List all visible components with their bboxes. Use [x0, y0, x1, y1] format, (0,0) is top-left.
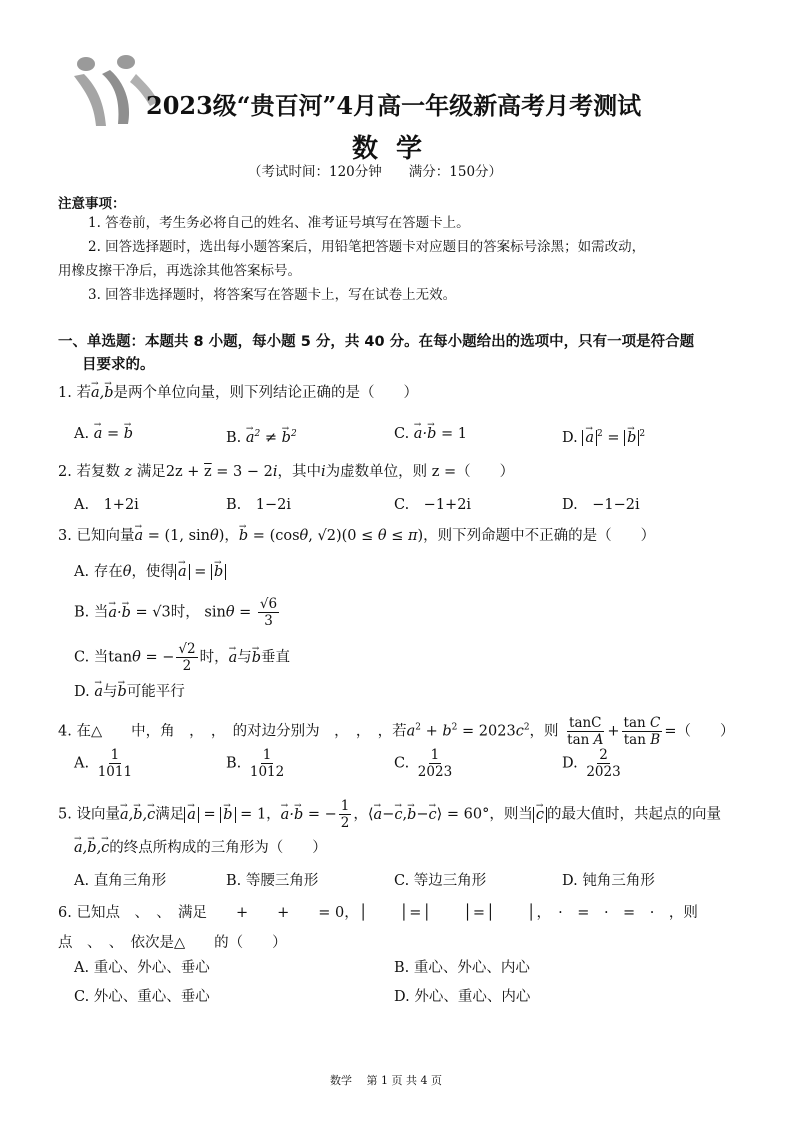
subject-title: 数学 [352, 134, 441, 164]
question-1-option-a: A. → a = → b [74, 425, 133, 443]
section-heading: 一、单选题：本题共 8 小题，每小题 5 分，共 40 分。在每小题给出的选项中，只有一项是符合题 [58, 334, 695, 350]
question-1-stem: 1. 若→ a,→ b是两个单位向量，则下列结论正确的是（ ） [58, 384, 418, 402]
page-footer: 数学 第 1 页 共 4 页 [330, 1074, 442, 1087]
question-3-stem: 3. 已知向量→ a = (1, sinθ)，→ b = (cosθ, √2)(0 ≤ θ ≤ π)，则下列命题中不正确的是（ ） [58, 527, 655, 545]
question-2-option-b: B. 1−2i [226, 497, 292, 513]
question-2-stem: 2. 若复数 z 满足$2z + \overline{z} = 3 - 2i$，其中i为虚数单位，则 z =（ ） [58, 464, 515, 480]
question-3-option-a: A. 存在θ，使得 → a = → b [74, 563, 226, 581]
exam-info: （考试时间：120分钟 满分：150分） [248, 164, 503, 180]
notice-item-3: 3. 回答非选择题时，将答案写在答题卡上，写在试卷上无效。 [88, 287, 457, 303]
question-6-option-b: B. 重心、外心、内心 [394, 960, 530, 976]
notice-item-2-cont: 用橡皮擦干净后，再选涂其他答案标号。 [58, 263, 301, 279]
question-5-option-b: B. 等腰三角形 [226, 873, 319, 889]
question-2-option-d: D. −1−2i [562, 497, 640, 513]
question-5-option-c: C. 等边三角形 [394, 873, 487, 889]
question-4-stem: 4. 在△ 中，角 ， ， 的对边分别为 ， ， ，若$a^2 + b^2 = 2023c^2$，则 $\frac{\tan C}{\text{tan A}}$ + $\frac{\text{tan C}}{\text{tan B}}$ =（ ） [58, 715, 735, 748]
question-2-option-a: A. 1+2i [74, 497, 139, 513]
question-2-option-c: C. −1+2i [394, 497, 472, 513]
question-1-option-c: C. → a·→ b = 1 [394, 425, 467, 443]
section-heading-cont: 目要求的。 [82, 357, 155, 373]
question-6-option-d: D. 外心、重心、内心 [394, 989, 531, 1005]
notice-item-2: 2. 回答选择题时，选出每小题答案后，用铅笔把答题卡对应题目的答案标号涂黑；如需改动， [88, 239, 646, 255]
question-6-option-a: A. 重心、外心、垂心 [74, 960, 210, 976]
question-4-option-b: B. $\frac{1}{1012}$ [226, 747, 285, 780]
question-5-stem-cont: → a,→ b,→ c的终点所构成的三角形为（ ） [74, 839, 327, 857]
question-1-option-b: B. → $a^2$ ≠ → $b^2$ [226, 425, 297, 447]
question-4-option-c: C. $\frac{1}{2023}$ [394, 747, 453, 780]
question-4-option-a: A. $\frac{1}{1011}$ [74, 747, 133, 780]
question-1-option-d: D. → a $^2$ = → b $^2$ [562, 425, 645, 447]
question-6-stem: 6. 已知点 、 、 满足 + + = 0，│ │=│ │=│ │， · = · = · ，则 [58, 905, 698, 921]
question-4-option-d: D. $\frac{2}{2023}$ [562, 747, 621, 780]
question-5-stem: 5. 设向量→ a,→ b,→ c满足 → a = → b = 1，→ a·→ b = − $\frac{1}{2}$ ，⟨→ a−→ c,→ b−→ c⟩ = 60°，则当 → c 的最大值时，共起点的向量 [58, 798, 721, 831]
question-5-option-d: D. 钝角三角形 [562, 873, 655, 889]
question-6-option-c: C. 外心、重心、垂心 [74, 989, 210, 1005]
notice-heading: 注意事项： [58, 196, 126, 212]
question-5-option-a: A. 直角三角形 [74, 873, 167, 889]
notice-item-1: 1. 答卷前，考生务必将自己的姓名、准考证号填写在答题卡上。 [88, 215, 470, 231]
question-6-stem-cont: 点 、 、 依次是△ 的（ ） [58, 935, 287, 951]
question-3-option-c: C. 当tanθ = − $\frac{√2}{2}$ 时，→ a与→ b垂直 [74, 641, 290, 674]
exam-title: 2023级“贵百河”4月高一年级新高考月考测试 [146, 91, 642, 120]
question-3-option-b: B. 当→ a·→ b = √3时， sinθ = $\frac{√6}{3}$ [74, 596, 281, 629]
question-3-option-d: D. → a与→ b可能平行 [74, 683, 185, 701]
